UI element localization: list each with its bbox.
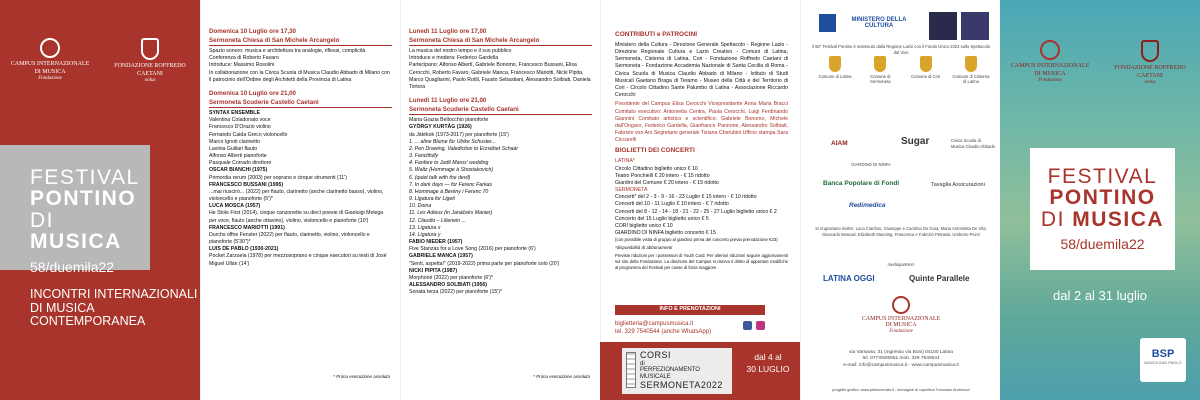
footnote: * Prima esecuzione assoluta [333,373,390,379]
cover-logos [0,38,200,84]
program-line: Alfonso Alberti pianoforte [209,153,267,160]
price-line: Giardini del Comune € 20 intero - € 15 ridotto [615,179,719,186]
comune-cisterna: Comune di Cisterna di Latina [951,56,991,85]
corsi-dates: dal 4 al 30 LUGLIO [746,352,790,374]
footnote: * Prima esecuzione assoluta [533,373,590,379]
phone-text: tel. 329 7540544 (anche WhatsApp) [615,329,712,336]
program-line: Pasquale Corrado direttore [209,160,272,167]
coat-icon [965,56,977,72]
festival-title: FESTIVAL PONTINO DI MUSICA [1040,165,1165,231]
coat-icon [829,56,841,72]
composer-name: GYÖRGY KURTÁG (1926) [409,124,472,131]
campus-mark-icon [892,296,910,314]
campus-mark-icon [40,38,60,58]
social-icons [743,321,765,330]
composer-name: FRANCESCO BUSSANI (1995) [209,181,284,188]
price-line: Concerti* del 2 - 3 - 9 - 16 - 23 Luglio € 15 intero - € 10 ridotto [615,194,757,201]
program-line: da Játékok (1973-2017) per pianoforte (15') [409,131,509,138]
facebook-icon[interactable] [743,321,752,330]
program-line: Lavinia Guillari flauto [209,145,258,152]
program-line: In collaborazione con la Civica Scuola di Musica Claudio Abbado di Milano con il patrocinio dell'Ordine degli Architetti della Provincia di Latina [209,69,390,83]
program-line: 4. Fanfare to Judit Maros' wedding [409,160,489,167]
program-line: Pocket Zarzuela (1978) per mezzosoprano e cinque esecutori su testi di José Miguel Ullán (14') [209,253,387,267]
program-line: Spazio sonoro: musica e architettura tra analogie, riflessi, complicità [209,48,366,55]
sponsors-panel [800,0,1000,400]
riduzioni-text: Previste riduzioni per i possessori di Youth Card. Per ulteriori riduzioni seguire aggiornamenti sul sito della Fondazione. La direzione del Campus si riserva il diritto di apportare modifiche al programma del Festival per cause di forza maggiore. [615,253,788,270]
program-line: Sonata terza (2022) per pianoforte (15')* [409,289,502,296]
event-venue: Sermoneta Chiesa di San Michele Arcangelo [209,37,392,47]
program-line: Fernando Caida Greco violoncello [209,131,288,138]
program-line: Partecipano: Alfonso Alberti, Gabriele Bonomo, Francesco Bussani, Elisa Cerocchi, Roberto Favaro, Gabriele Manca, Francesco Mariotti, Nicki Pipita, Marco Quagliarini, Paolo Rotili, Fausto Sebastiani, Alessandro Solbiati, Daniela Tortora [409,62,591,90]
giardino-price: GIARDINO DI NINFA biglietto concerto € 15 [615,230,716,237]
contributi-title: CONTRIBUTI e PATROCINI [615,31,698,38]
price-line: Concerti del 10 - 11 Luglio € 10 intero - € 7 ridotto [615,201,729,208]
composer-name: FRANCESCO MARIOTTI (1991) [209,224,285,231]
program-line: Marco Ignoti clarinetto [209,138,261,145]
composer-name: NICKI PIPITA (1987) [409,267,458,274]
staff-text: Presidente del Campus Elisa Cerocchi Vicepresidente Anna Maria Bracci Comitato esecutivo: Antonietta Centra, Paola Cerocchi, Luigi Ferdinando Giannini Comitato artistico e scientifico: Gabriele Bonomo, Michele dall'Ongaro, Federico Gardella, Gianfranco Pannone, Alessandro Solbiati, Fabrizio von Arx Segretario generale Tiziana Cherubini Ufficio stampa Sara Ciccarelli [615,101,788,144]
program-line: 11. Les Adieux (in Janáčeks Manier) [409,210,493,217]
info-bar: INFO E PRENOTAZIONI [615,305,765,315]
latina-prices [615,166,788,188]
fondazione-crest-icon [1141,40,1159,62]
comune-cori: Comune di Cori [906,56,946,85]
event-venue: Sermoneta Chiesa di San Michele Arcangelo [409,37,592,47]
campus-footer-logo: CAMPUS INTERNAZIONALE DI MUSICA Fondazione [861,296,941,334]
composer-name: FABIO NIEDER (1957) [409,239,463,246]
program-line: 12. Claudio – Lilienein ... [409,217,466,224]
program-line: Francesco D'Orazio violino [209,124,271,131]
program-line: Valentina Coladonato voce [209,117,271,124]
ninfa-logo: GIARDINO DI NINFA [851,162,891,167]
email-link[interactable]: biglietteria@campusmusica.it [615,321,694,327]
festival-title-card [1030,148,1175,270]
composer-name: ALESSANDRO SOLBIATI (1956) [409,282,488,289]
program-line: 1. ... aline Blume für Ulrike Schuster... [409,138,496,145]
program-line: 10. Doina [409,203,432,210]
events-list-1 [209,28,392,274]
program-line: Five Stanzas for a Love Song (2016) per pianoforte (6') [409,246,536,253]
corsi-text: CORSI di PERFEZIONAMENTO MUSICALE SERMONETA2022 [622,348,732,394]
composer-name: LUCA MOSCA (1957) [209,203,261,210]
festival-title-box [0,145,150,275]
event-date: Lunedì 11 Luglio ore 21,00 [409,97,487,105]
program-column-2 [400,0,600,400]
campus-mark-icon [1040,40,1060,60]
composer-name: LUIS DE PABLO (1930-2021) [209,246,279,253]
contact-block [615,320,711,337]
program-line: Introduce: Massimo Rosolini [209,62,275,69]
lazio-creativo-logo [961,12,989,40]
ministero-logo: MINISTERO DELLA CULTURA [819,14,919,32]
program-line: 2. Pen Drawing, Valediction to Erzsébet Schaár [409,145,519,152]
event-block [209,90,392,268]
event-date: Domenica 10 Luglio ore 17,30 [209,28,296,35]
price-line: Teatro Ponchielli € 20 intero - € 15 ridotto [615,172,710,179]
composer-name: OSCAR BIANCHI (1975) [209,167,268,174]
comune-sermoneta: Comune di Sermoneta [860,56,900,85]
price-line: Circolo Cittadino biglietto unico € 10 [615,165,698,172]
program-line: La musica del nostro tempo e il suo pubblico [409,48,512,55]
festival-dates: dal 2 al 31 luglio [1053,288,1147,303]
ministero-icon [819,14,836,32]
ringraziamenti: Si ringraziano inoltre: Luca Cianfoni, Giuseppe e Carolina De Guia, Maria Antonietta De Vita, Giancarlo Moscati, Elizabeth Manning, Francesca e Fabrizio Petrassi, Umberto Pezzi [815,226,987,237]
composer-name: SYNTAX ENSEMBLE [209,110,260,117]
program-line: 8. Hommage à Berény i Ferenc 70 [409,188,489,195]
program-line: "Senti, aspetta!" (2019-2022) prima parte per pianoforte solo (20') [409,260,560,267]
instagram-icon[interactable] [756,321,765,330]
address-block: via Varsavia, 31 (ingresso via Boni) 04100 Latina tel. 0773/605551 mob. 329 7540544 e-mail: info@campusmusica.it - www.campusmusica.it [843,350,959,368]
program-line: He Stole First (2014), cinque canzonette su dieci poesie di Gianluigi Melega per voce, flauto (anche ottavino), violino, violoncello e pianoforte (10') [209,210,384,224]
program-line: 14. Ligatura y [409,231,441,238]
incontri-title: INCONTRI INTERNAZIONALI DI MUSICA CONTEMPORANEA [30,287,198,328]
fondazione-logo: FONDAZIONE ROFFREDO CAETANI onlus [1110,40,1190,86]
giardino-note: (con possibile visita di gruppo al giardino prima del concerto previa prenotazione €23) [615,237,778,243]
program-line: 3. Fanctifully [409,153,439,160]
banca-fondi-logo: Banca Popolare di Fondi [823,180,900,187]
redimedica-logo: Redimedica [849,202,886,209]
program-line: Conferenza di Roberto Favaro [209,55,279,62]
cori-price: CORI biglietto unico € 10 [615,222,673,229]
regione-note: Il 58° Festival Pontino è sostenuto dalla Regione Lazio con il Fondo Unico 2022 sullo Spettacolo dal Vivo [811,44,991,55]
program-column-1 [200,0,400,400]
abbonamenti: *disponibilità di abbonamenti [615,245,673,251]
event-block [209,28,392,84]
aiam-logo: AIAM [831,140,848,147]
festival-title: FESTIVAL PONTINO DI MUSICA [30,166,140,254]
front-cover-panel [0,0,200,400]
sermoneta-title: SERMONETA [615,187,648,194]
campus-logo: CAMPUS INTERNAZIONALE DI MUSICA Fondazione [10,38,90,84]
program-line: 9. Ligatura for Ligeti [409,196,455,203]
price-line: Concerti del 8 - 12 - 14 - 18 - 21 - 22 - 25 - 27 Luglio biglietto unico € 2 [615,208,777,215]
program-line: 5. Waltz (Hommage à Shostakovich) [409,167,494,174]
program-line: 7. In dark days — for Ferenc Farkas [409,181,493,188]
quinte-parallele-logo: Quinte Parallele [909,274,970,283]
coat-icon [920,56,932,72]
back-cover-panel [1000,0,1200,400]
program-line: Durchs offne Fenster (2022) per flauto, clarinetto, violino, violoncello e pianoforte (5'30'')* [209,231,370,246]
event-date: Domenica 10 Luglio ore 21,00 [209,89,296,97]
price-line: Concerto del 15 Luglio biglietto unico € 5 [615,215,709,222]
program-line: Introduce e modera: Federico Gardella [409,55,499,62]
program-line: Morphoné (2022) per pianoforte (6')* [409,275,494,281]
tower-icon [626,352,636,388]
comuni-row [815,56,991,85]
event-block [409,97,592,296]
contributi-text: Ministero della Cultura - Direzione Generale Spettacolo - Regione Lazio - Direzione Regionale Cultura e Lazio Creativo - Comuni di Latina, Sermoneta, Cisterna di Latina, Cori - Fondazione Roffredo Caetani di Sermoneta - Fondazione Accademia Nazionale di Santa Cecilia di Roma - Civica Scuola di Musica Claudio Abbado di Milano - Istituto di Studi Musicali Gaetano Braga di Teramo - Museo della Città e del Territorio di Cori - Circolo Cittadino Sante Palumbo di Latina - Associazione Riccardo Cerocchi [615,41,788,99]
event-block [409,28,592,91]
fondazione-crest-icon [141,38,159,60]
latina-title: LATINA* [615,158,635,165]
sugar-logo: Sugar [901,136,930,147]
sermoneta-prices [615,194,788,223]
event-venue: Sermoneta Scuderie Castello Caetani [209,99,392,109]
civica-logo: Civica Scuola di Musica Claudio Abbado [951,138,995,149]
fondazione-logo: FONDAZIONE ROFFREDO CAETANI onlus [110,38,190,84]
latina-oggi-logo: LATINA OGGI [823,274,875,283]
campus-logo: CAMPUS INTERNAZIONALE DI MUSICA Fondazione [1010,40,1090,86]
festival-edition: 58/duemila22 [30,258,115,275]
bsp-logo: BSP BANCA SAN PAOLO [1140,338,1186,382]
program-line: 13. Ligatura x [409,224,441,231]
info-column [600,0,800,400]
program-line: 6. (quiet talk with the devil) [409,174,471,181]
back-cover-logos [1000,40,1200,86]
tavaglia-logo: Tavaglia Assicurazioni [931,182,985,188]
regione-lazio-logo [929,12,957,40]
program-line: Primordia rerum (2003) per soprano e cinque strumenti (11') [209,174,347,181]
festival-edition: 58/duemila22 [1060,236,1145,253]
composer-name: GABRIELE MANCA (1957) [409,253,473,260]
mediapartners-label: mediapartners [887,262,915,267]
coat-icon [874,56,886,72]
program-line: Maria Grazia Bellocchio pianoforte [409,117,489,124]
events-list-2 [409,28,592,303]
comune-latina: Comune di Latina [815,56,855,85]
credits: progetto grafico: www.pietrocerrato.it - immagine di copertina Tommaso Andreozzi [832,388,970,392]
event-venue: Sermoneta Scuderie Castello Caetani [409,106,592,116]
program-line: ...mai riuscirò... (2022) per flauto, clarinetto (anche clarinetto basso), violino, violoncello e pianoforte (5')* [209,188,384,203]
biglietti-title: BIGLIETTI DEI CONCERTI [615,147,695,155]
event-date: Lunedì 11 Luglio ore 17,00 [409,28,487,35]
